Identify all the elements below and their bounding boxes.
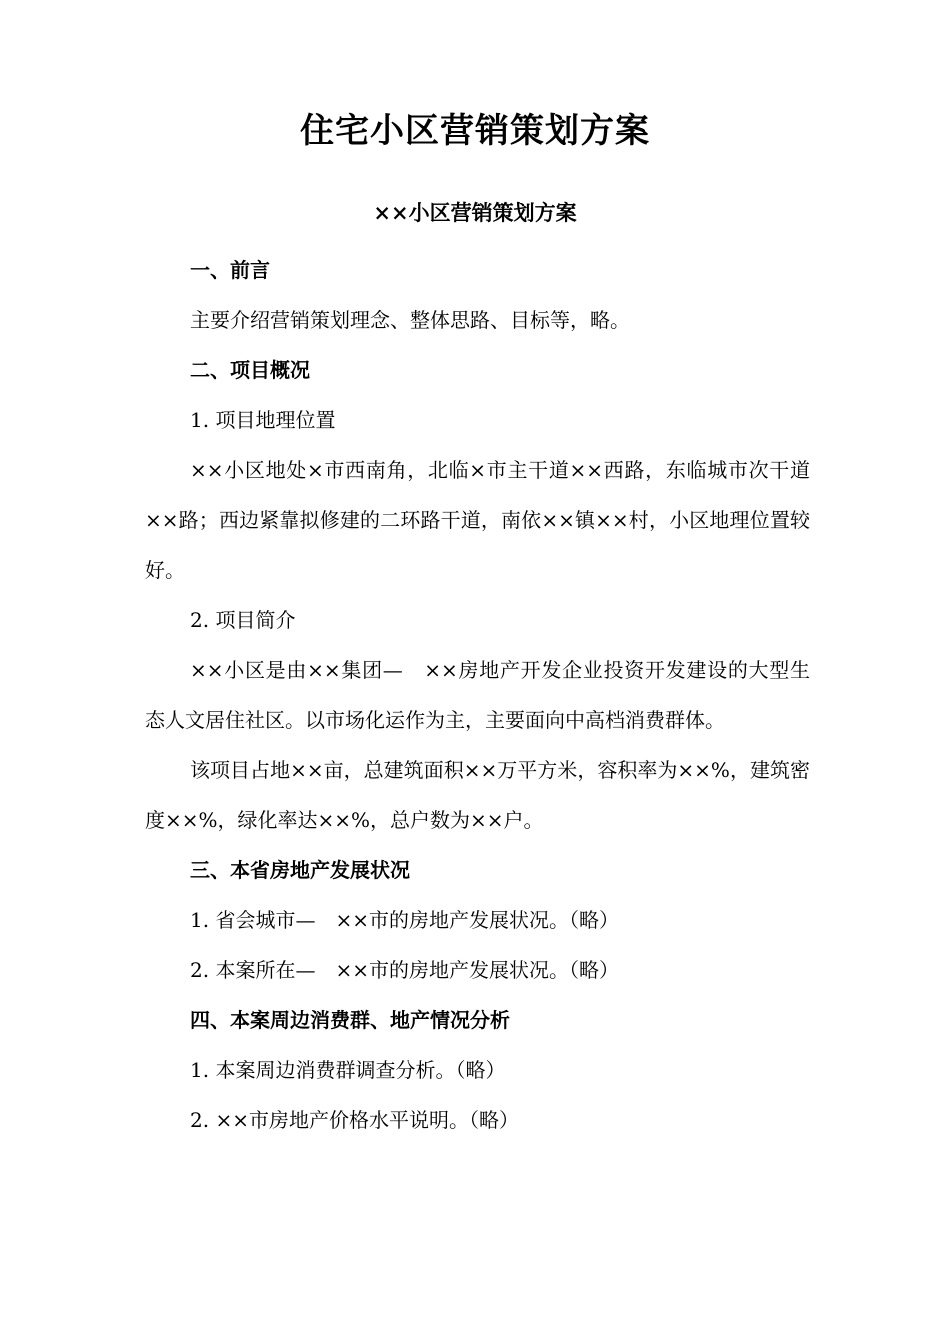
paragraph: ××小区是由××集团— ××房地产开发企业投资开发建设的大型生态人文居住社区。以市场化运作为主，主要面向中高档消费群体。 [145, 658, 810, 732]
paragraph: ××小区地处×市西南角，北临×市主干道××西路，东临城市次干道××路；西边紧靠拟修建的二环路干道，南依××镇××村，小区地理位置较好。 [145, 458, 810, 582]
document-title: 住宅小区营销策划方案 [300, 111, 650, 151]
section-heading-consumer-analysis: 四、本案周边消费群、地产情况分析 [190, 1008, 510, 1032]
section-heading-provincial-market: 三、本省房地产发展状况 [190, 858, 410, 882]
document-subtitle: ××小区营销策划方案 [373, 200, 577, 225]
list-item: 1. 本案周边消费群调查分析。（略） [190, 1058, 506, 1082]
list-item: 2. 项目简介 [190, 608, 296, 632]
paragraph: 该项目占地××亩，总建筑面积××万平方米，容积率为××%，建筑密度××%，绿化率达××%，总户数为××户。 [145, 758, 810, 832]
paragraph: 主要介绍营销策划理念、整体思路、目标等，略。 [190, 308, 630, 332]
document-body [145, 245, 810, 1145]
section-heading-overview: 二、项目概况 [190, 358, 310, 382]
list-item: 1. 省会城市— ××市的房地产发展状况。（略） [190, 908, 619, 932]
list-item: 1. 项目地理位置 [190, 408, 336, 432]
list-item: 2. ××市房地产价格水平说明。（略） [190, 1108, 519, 1132]
list-item: 2. 本案所在— ××市的房地产发展状况。（略） [190, 958, 619, 982]
section-heading-preface: 一、前言 [190, 258, 270, 282]
